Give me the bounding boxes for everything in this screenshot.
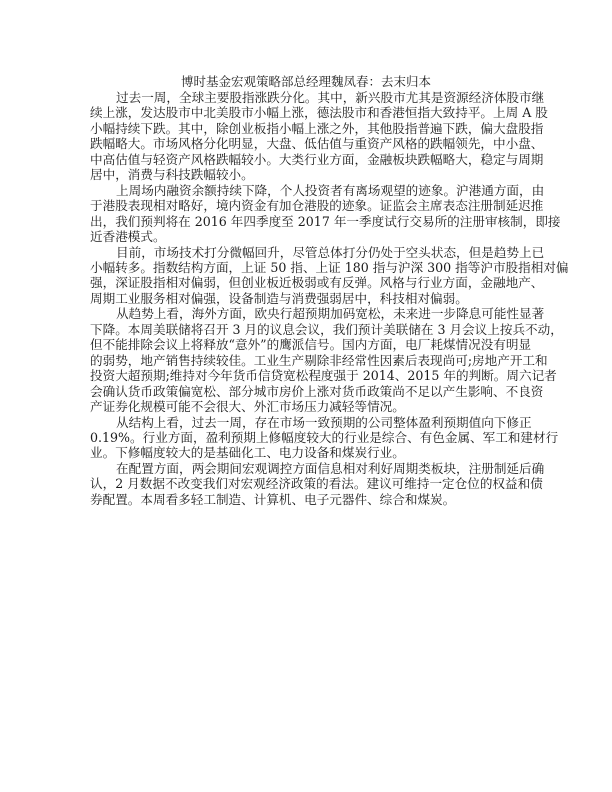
- text-line: 产证券化规模可能不会很大、外汇市场压力减轻等情况。: [90, 399, 405, 415]
- text-line: 但不能排除会议上将释放“意外”的鹰派信号。国内方面，电厂耗煤情况没有明显: [90, 337, 532, 353]
- text-line: 会确认货币政策偏宽松、部分城市房价上涨对货币政策尚不足以产生影响、不良资: [90, 383, 544, 399]
- text-line: 上周场内融资余额持续下降，个人投资者有离场观望的迹象。沪港通方面，由: [116, 182, 545, 198]
- text-line: 券配置。本周看多轻工制造、计算机、电子元器件、综合和煤炭。: [90, 491, 456, 507]
- text-line: 强，深证股指相对偏弱，但创业板近极弱或有反弹。风格与行业方面，金融地产、: [90, 275, 544, 291]
- paragraph: [90, 414, 559, 461]
- text-line: 从结构上看，过去一周，存在市场一致预期的公司整体盈利预期值向下修正: [116, 414, 532, 430]
- text-line: 居中，消费与科技跌幅较小。: [90, 167, 254, 183]
- text-line: 中高估值与轻资产风格跌幅较小。大类行业方面，金融板块跌幅略大，稳定与周期: [90, 151, 544, 167]
- document-body: [90, 90, 569, 507]
- text-line: 出，我们预判将在 2016 年四季度至 2017 年一季度试行交易所的注册审核制，即接: [90, 213, 561, 229]
- text-line: 小幅持续下跌。其中，除创业板指小幅上涨之外，其他股指普遍下跌，偏大盘股指: [90, 120, 544, 136]
- text-line: 小幅转多。指数结构方面，上证 50 指、上证 180 指与沪深 300 指等沪市股指相对偏: [90, 259, 569, 275]
- paragraph: [90, 306, 563, 415]
- text-line: 的弱势，地产销售持续较佳。工业生产剔除非经常性因素后表现尚可;房地产开工和: [90, 352, 548, 368]
- text-line: 在配置方面，两会期间宏观调控方面信息相对利好周期类板块，注册制延后确: [116, 460, 545, 476]
- text-line: 0.19%。行业方面，盈利预期上修幅度较大的行业是综合、有色金属、军工和建材行: [90, 429, 559, 445]
- text-line: 目前，市场技术打分微幅回升，尽管总体打分仍处于空头状态，但是趋势上已: [116, 244, 545, 260]
- paragraph: [90, 244, 569, 307]
- text-line: 于港股表现相对略好，境内资金有加仓港股的迹象。证监会主席表态注册制延迟推: [90, 198, 544, 214]
- text-line: 从趋势上看，海外方面，欧央行超预期加码宽松，未来进一步降息可能性显著: [116, 306, 545, 322]
- text-line: 跌幅略大。市场风格分化明显，大盘、低估值与重资产风格的跌幅领先，中小盘、: [90, 136, 544, 152]
- text-line: 认，2 月数据不改变我们对宏观经济政策的看法。建议可维持一定仓位的权益和债: [90, 476, 543, 492]
- paragraph: [90, 182, 561, 245]
- text-line: 周期工业服务相对偏强，设备制造与消费强弱居中，科技相对偏弱。: [90, 290, 468, 306]
- paragraph: [90, 90, 548, 183]
- document-title: 博时基金宏观策略部总经理魏凤春：去末归本: [180, 74, 431, 89]
- text-line: 续上涨，发达股市中北美股市小幅上涨，德法股市和香港恒指大致持平。上周 A 股: [90, 105, 548, 121]
- paragraph: [90, 460, 545, 507]
- document-page: [90, 74, 569, 507]
- text-line: 近香港模式。: [90, 229, 166, 245]
- text-line: 投资大超预期;维持对今年货币信贷宽松程度强于 2014、2015 年的判断。周六记者: [90, 368, 557, 384]
- text-line: 下降。本周美联储将召开 3 月的议息会议，我们预计美联储在 3 月会议上按兵不动，: [90, 321, 563, 337]
- text-line: 业。下修幅度较大的是基础化工、电力设备和煤炭行业。: [90, 445, 405, 461]
- text-line: 过去一周，全球主要股指涨跌分化。其中，新兴股市尤其是资源经济体股市继: [116, 90, 545, 105]
